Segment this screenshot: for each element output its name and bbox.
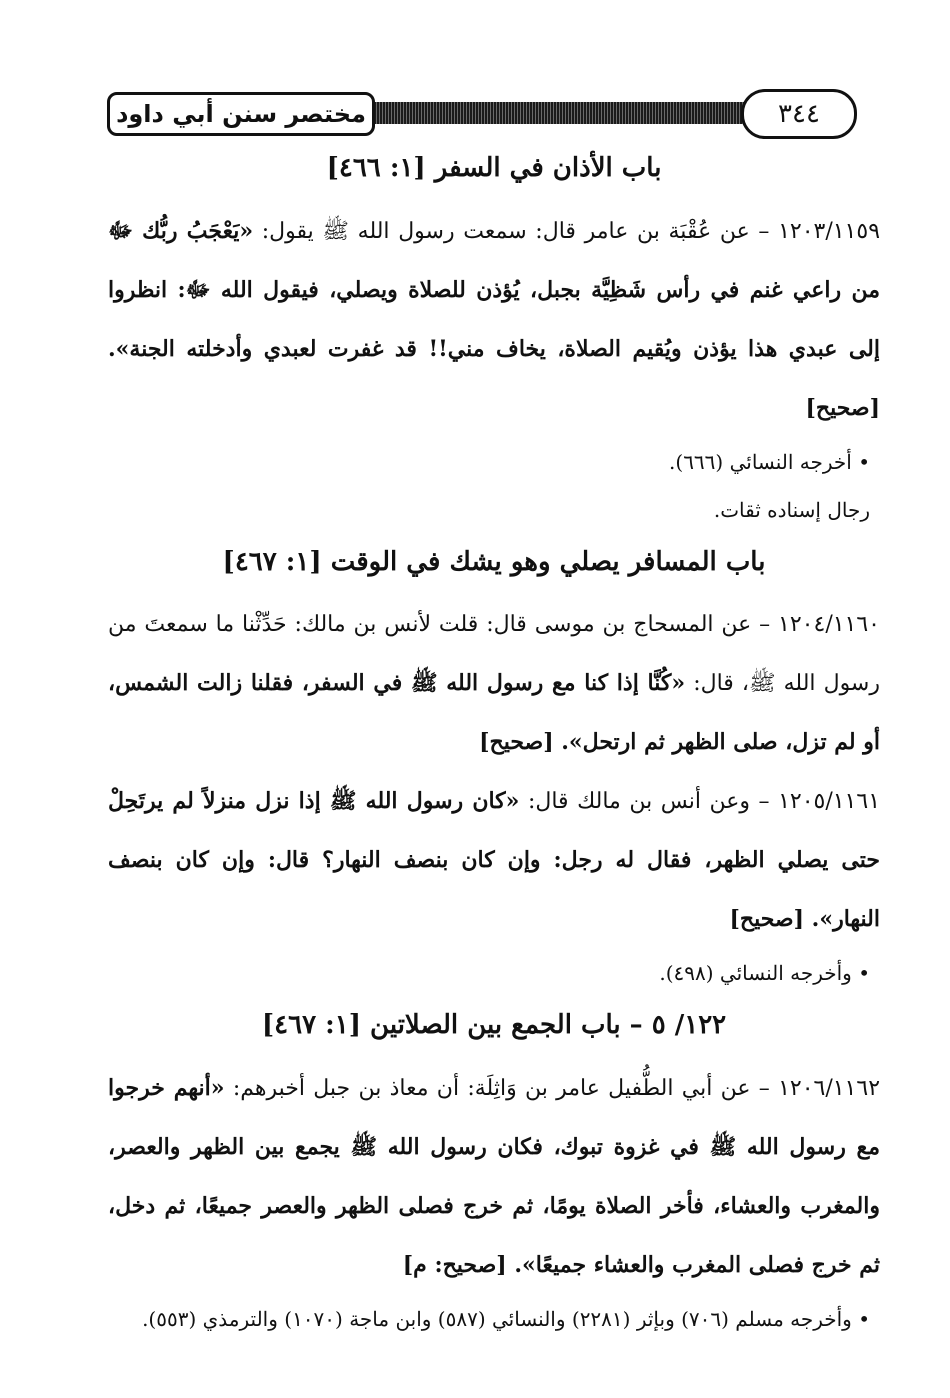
hadith-number: ١٢٠٥/١١٦١ bbox=[778, 789, 881, 814]
hadith-number: ١٢٠٤/١١٦٠ bbox=[778, 612, 880, 637]
hadith-text: «أنهم خرجوا مع رسول الله ﷺ في غزوة تبوك، فكان رسول الله ﷺ يجمع بين الظهر والعصر، والمغرب والعشاء، فأخر الصلاة يومًا، ثم خرج فصلى الظهر والعصر جميعًا، ثم دخل، ثم خرج فصلى المغرب والعشاء جميعًا». [صحيح: م] bbox=[108, 1075, 880, 1278]
hadith-intro: – وعن أنس بن مالك قال: bbox=[519, 789, 779, 814]
hadith-intro: – عن أبي الطُّفيل عامر بن وَاثِلَة: أن معاذ بن جبل أخبرهم: bbox=[224, 1076, 779, 1101]
book-title: مختصر سنن أبي داود bbox=[107, 92, 375, 136]
hadith-text: «كان رسول الله ﷺ إذا نزل منزلاً لم يرتَحِلْ حتى يصلي الظهر، فقال له رجل: وإن كان بنصف النهار؟ قال: وإن كان بنصف النهار». [صحيح] bbox=[108, 788, 880, 932]
chapter-heading: باب الأذان في السفر [١: ٤٦٦] bbox=[326, 153, 662, 183]
hadith-entry bbox=[108, 202, 880, 438]
hadith-intro: – عن عُقْبَة بن عامر قال: سمعت رسول الله ﷺ يقول: bbox=[253, 219, 779, 244]
takhrij-note: • وأخرجه مسلم (٧٠٦) وبإثر (٢٢٨١) والنسائي (٥٨٧) وابن ماجة (١٠٧٠) والترمذي (٥٥٣). bbox=[142, 1307, 870, 1331]
hadith-text: «يَعْجَبُ ربُّك ﷻ من راعي غنم في رأس شَظِيَّة بجبل، يُؤذن للصلاة ويصلي، فيقول الله ﷻ: انظروا إلى عبدي هذا يؤذن ويُقيم الصلاة، يخاف مني!! قد غفرت لعبدي وأدخلته الجنة». [صحيح] bbox=[108, 218, 880, 421]
hadith-entry bbox=[108, 772, 880, 949]
chapter-heading: ١٢٢/ ٥ – باب الجمع بين الصلاتين [١: ٤٦٧] bbox=[261, 1010, 727, 1040]
page-number: ٣٤٤ bbox=[741, 89, 857, 139]
hadith-number: ١٢٠٦/١١٦٢ bbox=[778, 1076, 881, 1101]
hadith-number: ١٢٠٣/١١٥٩ bbox=[778, 219, 881, 244]
page-header bbox=[103, 88, 875, 138]
hadith-text: «كُنَّا إذا كنا مع رسول الله ﷺ في السفر، فقلنا زالت الشمس، أو لم تزل، صلى الظهر ثم ارتحل». [صحيح] bbox=[108, 670, 880, 755]
takhrij-note: • وأخرجه النسائي (٤٩٨). bbox=[659, 961, 870, 985]
hadith-entry bbox=[108, 1059, 880, 1295]
takhrij-note: • أخرجه النسائي (٦٦٦). bbox=[669, 450, 870, 474]
hadith-entry bbox=[108, 596, 880, 772]
hadith-intro: – عن المسحاج بن موسى قال: قلت لأنس بن مالك: حَدِّثْنا ما سمعتَ من رسول الله ﷺ، قال: bbox=[108, 612, 880, 696]
chapter-heading: باب المسافر يصلي وهو يشك في الوقت [١: ٤٦٧] bbox=[222, 547, 766, 577]
isnad-note: رجال إسناده ثقات. bbox=[713, 498, 870, 522]
page-content bbox=[108, 140, 880, 1343]
